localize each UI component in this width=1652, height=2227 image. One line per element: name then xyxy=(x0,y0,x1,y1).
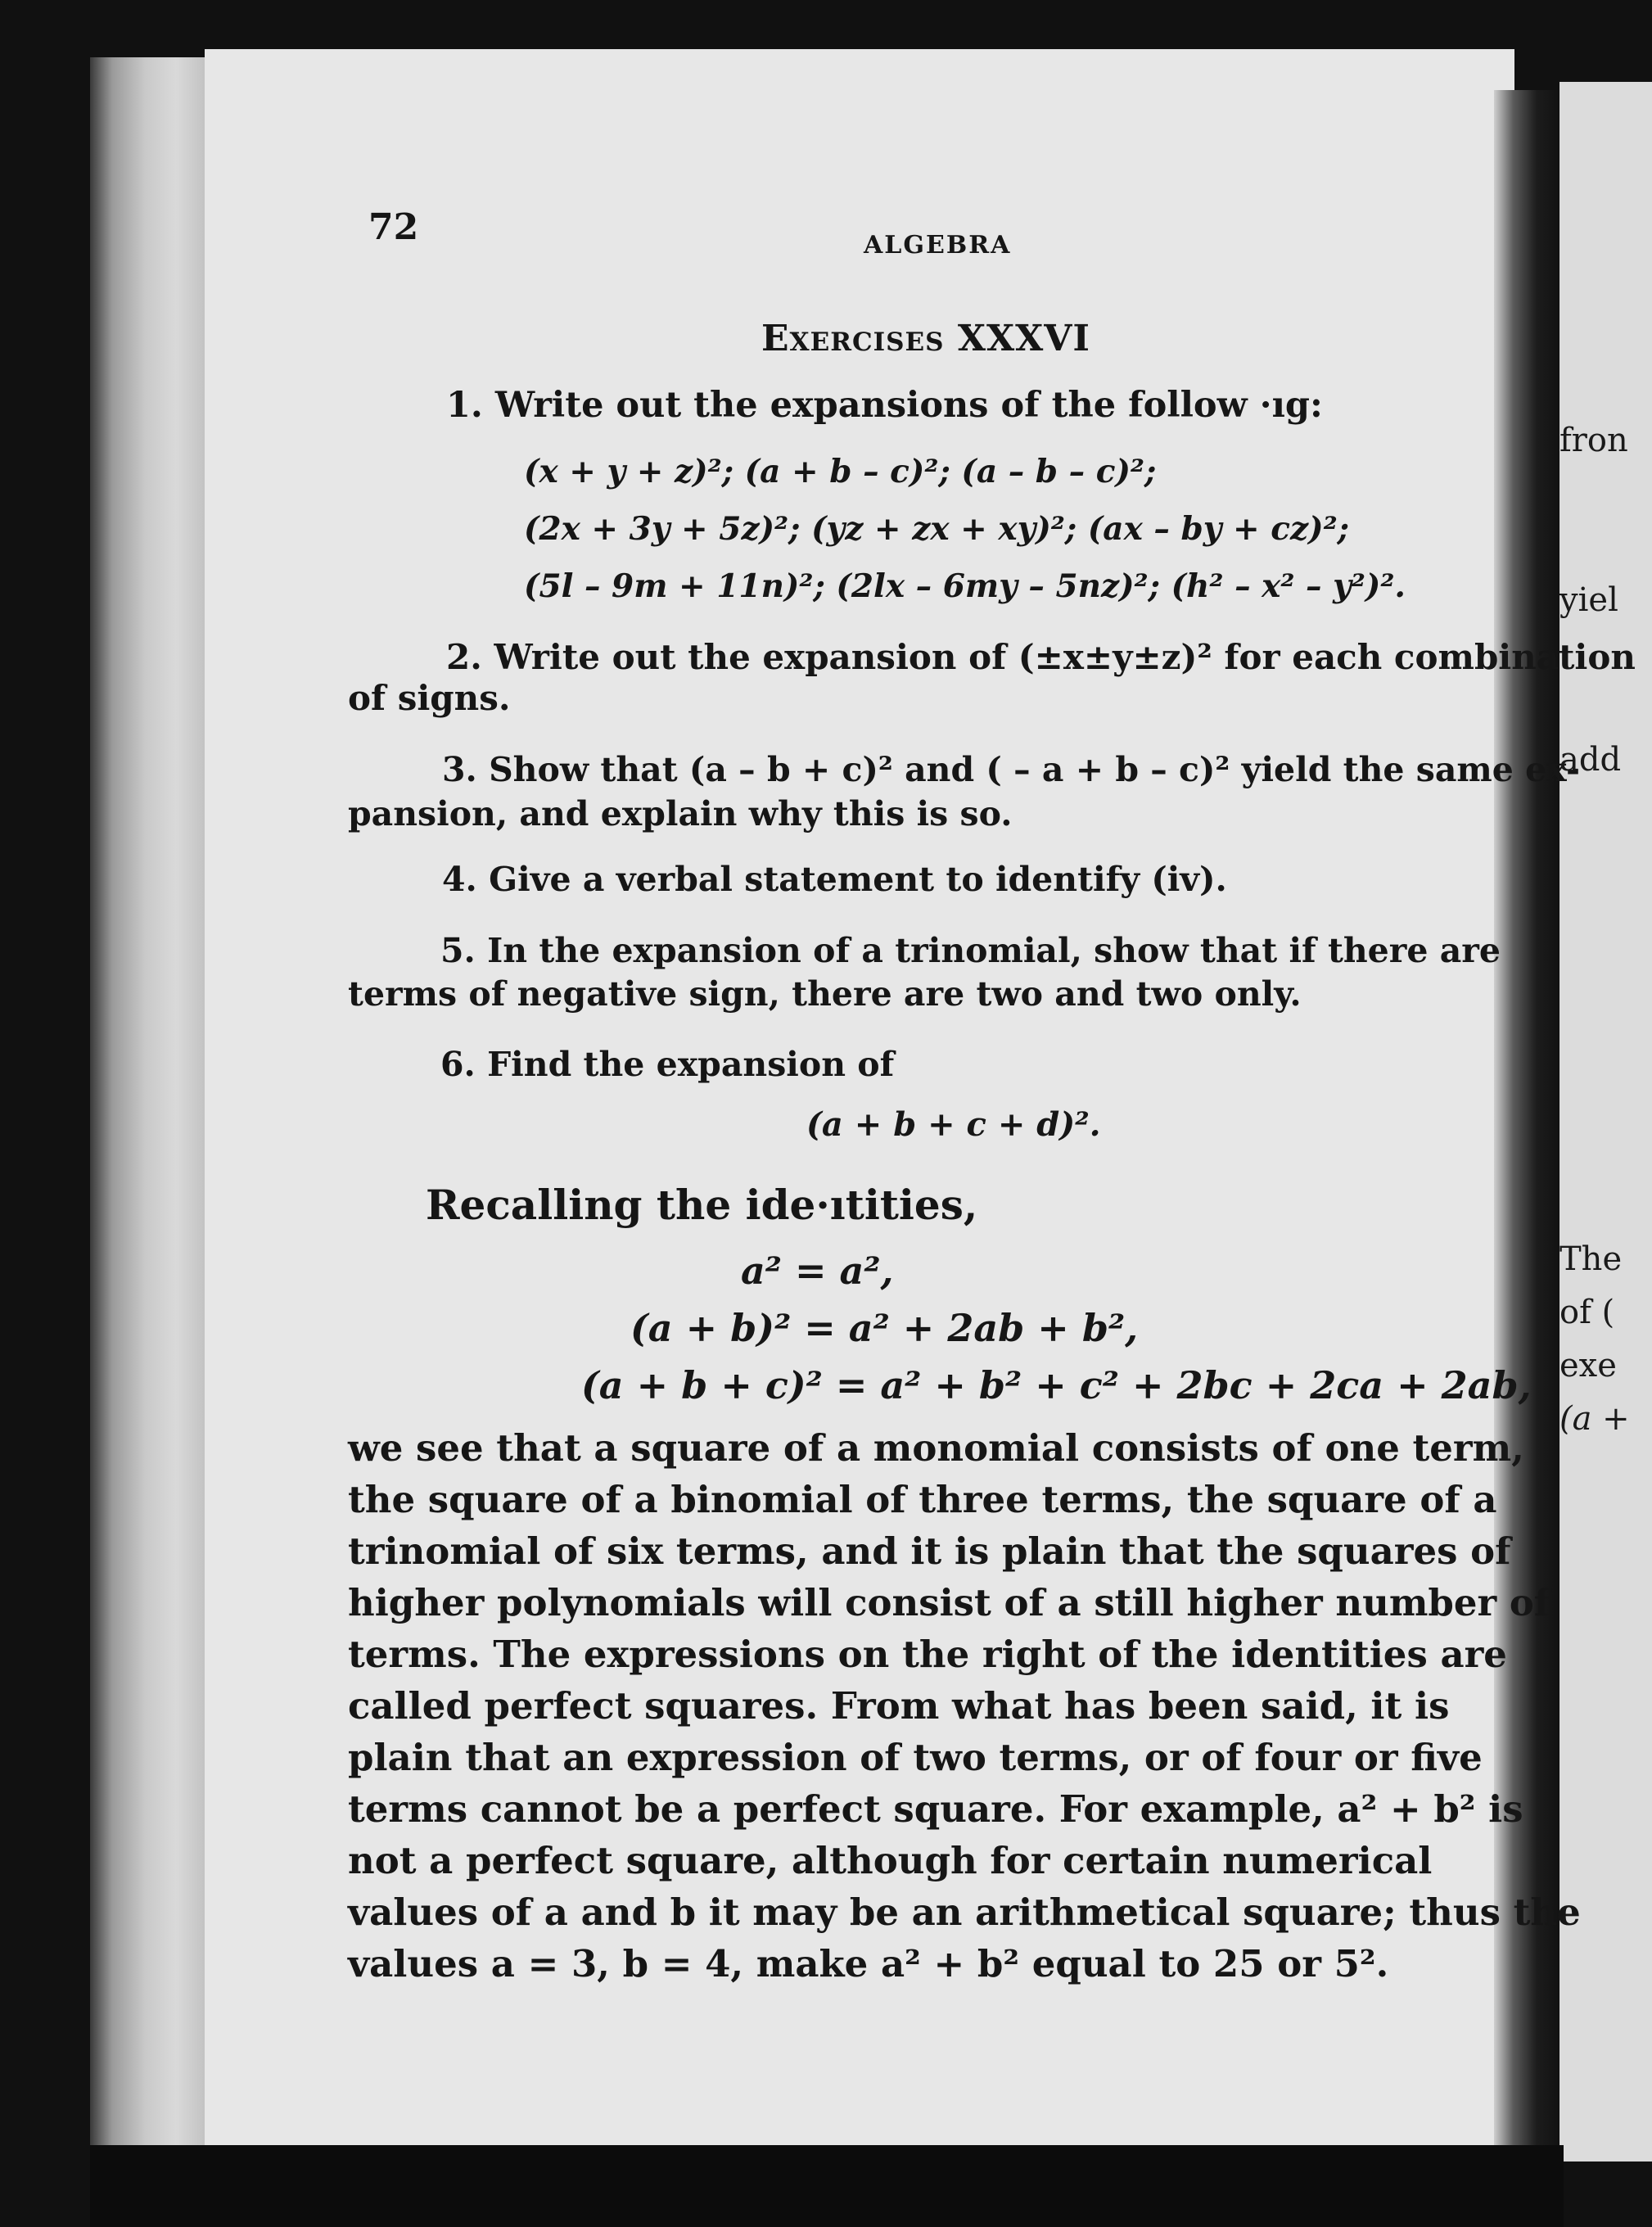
facing-page-fragment: exe xyxy=(1559,1347,1617,1385)
exercise-2-line-2: of signs. xyxy=(348,678,511,718)
exercise-1-line-1: (x + y + z)²; (a + b – c)²; (a – b – c)²; xyxy=(524,453,1157,490)
paragraph-line-7: plain that an expression of two terms, or of four or five xyxy=(348,1736,1483,1779)
exercise-3-line-2: pansion, and explain why this is so. xyxy=(348,794,1013,833)
page-number: 72 xyxy=(368,206,419,248)
exercise-3-line-1: 3. Show that (a – b + c)² and ( – a + b – c)² yield the same ex- xyxy=(442,750,1580,789)
exercise-2-line-1: 2. Write out the expansion of (±x±y±z)² for each combination xyxy=(446,637,1636,677)
exercise-1-line-3: (5l – 9m + 11n)²; (2lx – 6my – 5nz)²; (h² – x² – y²)². xyxy=(524,567,1406,605)
exercise-5-line-2: terms of negative sign, there are two and two only. xyxy=(348,974,1302,1014)
scan-bottom-shadow xyxy=(90,2145,1564,2227)
exercise-1-text: 1. Write out the expansions of the follow ·ıg: xyxy=(446,385,1323,426)
exercise-6-line-1: 6. Find the expansion of xyxy=(440,1045,895,1084)
identity-3: (a + b + c)² = a² + b² + c² + 2bc + 2ca + 2ab, xyxy=(581,1363,1532,1407)
section-heading: Recalling the ide·ıtities, xyxy=(426,1181,978,1229)
paragraph-line-9: not a perfect square, although for certain numerical xyxy=(348,1839,1433,1882)
paragraph-line-3: trinomial of six terms, and it is plain that the squares of xyxy=(348,1529,1511,1573)
paragraph-line-11: values a = 3, b = 4, make a² + b² equal to 25 or 5². xyxy=(348,1942,1389,1985)
exercise-5-line-1: 5. In the expansion of a trinomial, show that if there are xyxy=(440,931,1501,970)
paragraph-line-1: we see that a square of a monomial consists of one term, xyxy=(348,1426,1524,1470)
facing-page-edge xyxy=(1559,82,1652,2162)
facing-page-fragment: add xyxy=(1559,741,1622,779)
page-edge-left xyxy=(90,57,213,2178)
facing-page-fragment: (a + xyxy=(1559,1400,1630,1438)
facing-page-fragment: The xyxy=(1559,1240,1623,1278)
exercise-1-line-2: (2x + 3y + 5z)²; (yz + zx + xy)²; (ax – by + cz)²; xyxy=(524,510,1350,548)
page-72 xyxy=(205,49,1514,2145)
exercises-heading: Exercises XXXVI xyxy=(761,318,1091,359)
paragraph-line-4: higher polynomials will consist of a still higher number of xyxy=(348,1581,1550,1624)
paragraph-line-2: the square of a binomial of three terms, the square of a xyxy=(348,1478,1497,1521)
paragraph-line-8: terms cannot be a perfect square. For example, a² + b² is xyxy=(348,1787,1523,1831)
facing-page-fragment: yiel xyxy=(1559,581,1618,619)
paragraph-line-10: values of a and b it may be an arithmetical square; thus the xyxy=(348,1890,1581,1934)
paragraph-line-5: terms. The expressions on the right of the identities are xyxy=(348,1633,1507,1676)
facing-page-fragment: of ( xyxy=(1559,1294,1615,1331)
paragraph-line-6: called perfect squares. From what has been said, it is xyxy=(348,1684,1450,1728)
running-title: ALGEBRA xyxy=(864,231,1012,260)
identity-2: (a + b)² = a² + 2ab + b², xyxy=(630,1306,1139,1350)
exercise-6-formula: (a + b + c + d)². xyxy=(806,1105,1101,1144)
exercise-4-line-1: 4. Give a verbal statement to identify (iv). xyxy=(442,860,1227,899)
identity-1: a² = a², xyxy=(741,1249,894,1293)
facing-page-fragment: fron xyxy=(1559,422,1628,459)
